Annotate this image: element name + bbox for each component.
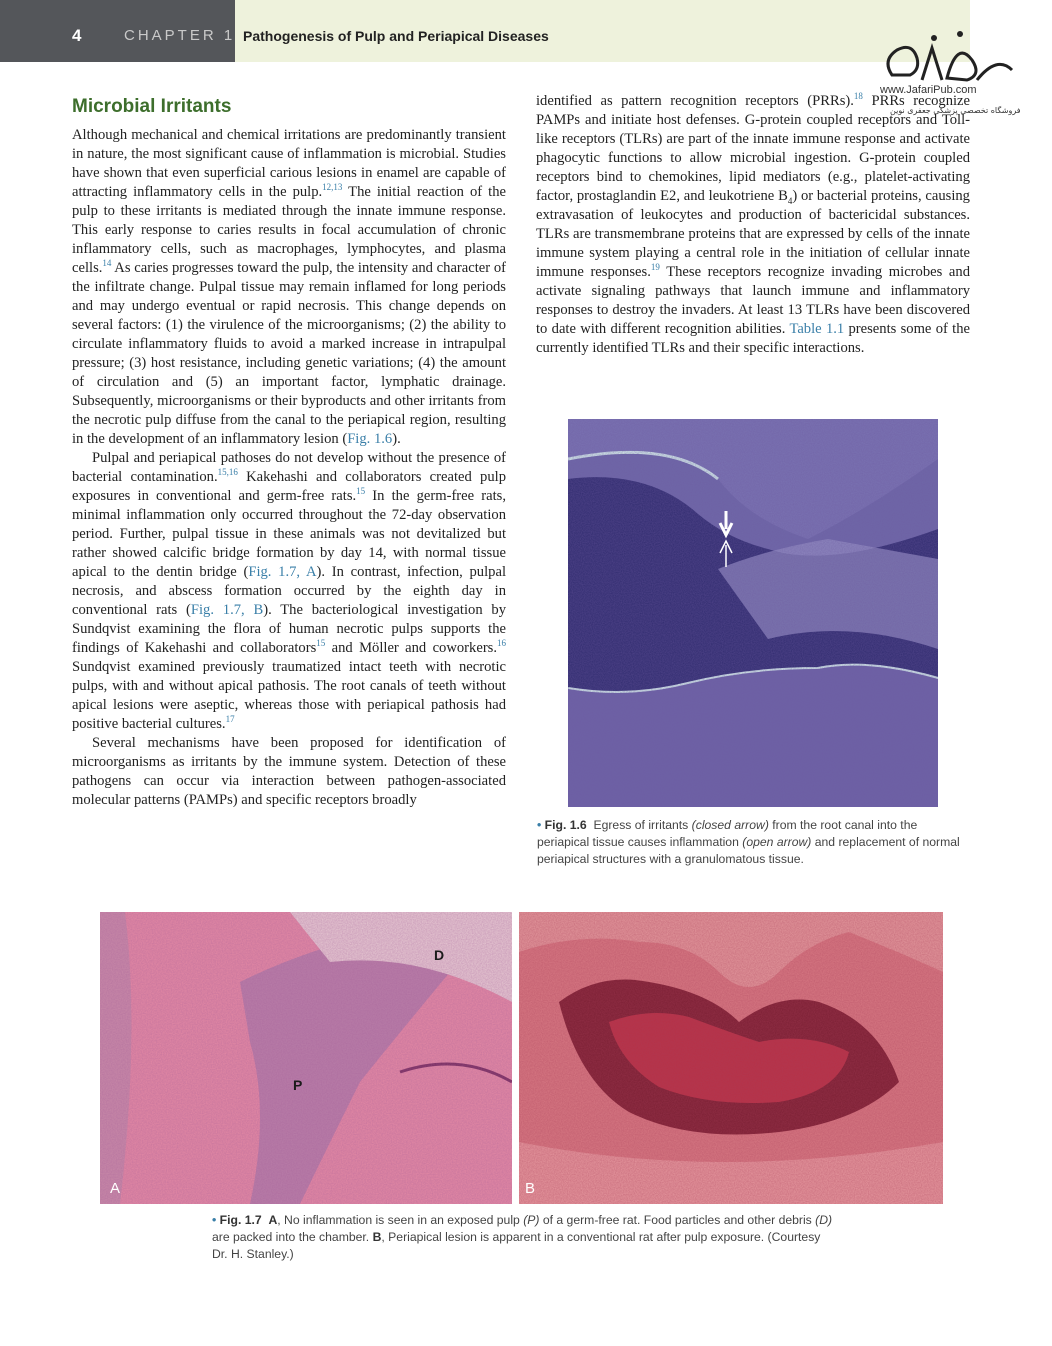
panel-label-b: B — [525, 1180, 536, 1197]
panel-label-a: A — [110, 1180, 121, 1197]
page-number: 4 — [72, 26, 82, 45]
chapter-label: CHAPTER 1 — [124, 27, 236, 44]
fig-1-7a-label-d: D — [434, 947, 445, 963]
fig-1-7b-link[interactable]: Fig. 1.7, B — [190, 602, 264, 618]
table-1-1-link[interactable]: Table 1.1 — [789, 321, 845, 337]
paragraph-3: Several mechanisms have been proposed for identification of microorganisms as irritants by the immune system. Detection of these pathogens can occur via interaction between pathogen-associated molecular patterns (PAMPs) and specific receptors broadly — [72, 735, 506, 808]
fig-1-6-micrograph — [568, 419, 938, 807]
watermark-url: www.JafariPub.com — [880, 84, 977, 96]
paragraph-1: Although mechanical and chemical irritations are predominantly transient in nature, the most significant cause of inflammation is microbial. Studies have shown that even superficial carious lesions in enamel are capable of attracting inflammatory cells in the pulp.$^{12,13}$ The initial reaction of the pulp to these irritants is mediated through the innate immune response. This early response to caries results in focal accumulation of chronic inflammatory cells, such as macrophages, lymphocytes, and plasma cells.$^{14}$ As caries progresses toward the pulp, the intensity and character of the infiltrate change. Pulpal tissue may remain inflamed for long periods and may undergo eventual or rapid necrosis. This change depends on several factors: (1) the virulence of the microorganisms; (2) the ability to circulate inflammatory fluids to avoid a marked increase in intrapulpal pressure; (3) host resistance, including genetic variations; (4) the amount of circulation and (5) an important factor, lymphatic drainage. Subsequently, microorganisms or their byproducts and other irritants from the necrotic pulp diffuse from the canal to the periapical region, resulting in the development of an inflammatory lesion (Fig. 1.6). — [72, 127, 506, 447]
fig-1-7-caption: • Fig. 1.7 A, No inflammation is seen in an exposed pulp (P) of a germ-free rat. Food particles and other debris (D) are packed into the chamber. B, Periapical lesion is apparent in a conventional rat after pulp exposure. (Courtesy Dr. H. Stanley.) — [212, 1213, 833, 1261]
fig-1-7a-label-p: P — [293, 1077, 303, 1093]
fig-1-7a-link[interactable]: Fig. 1.7, A — [248, 564, 317, 580]
chapter-title: Pathogenesis of Pulp and Periapical Diseases — [243, 28, 549, 44]
fig-1-7b-micrograph — [519, 912, 943, 1204]
right-column — [536, 92, 970, 358]
paragraph-2: Pulpal and periapical pathoses do not develop without the presence of bacterial contamination.$^{15,16}$ Kakehashi and collaborators created pulp exposures in conventional and germ-free rats.$^{15}$ In the germ-free rats, minimal inflammation only occurred throughout the 72-day observation period. Further, pulpal tissue in these animals was not devitalized but rather showed calcific bridge formation by day 14, with normal tissue apical to the dentin bridge (Fig. 1.7, A). In contrast, infection, pulpal necrosis, and abscess formation occurred by the eighth day in conventional rats (Fig. 1.7, B). The bacteriological investigation by Sundqvist examining the flora of human necrotic pulps supports the findings of Kakehashi and collaborators$^{15}$ and Möller and coworkers.$^{16}$ Sundqvist examined previously traumatized intact teeth with necrotic pulps, with and without apical pathosis. The root canals of teeth without apical lesions were aseptic, whereas those with periapical pathosis had positive bacterial cultures.$^{17}$ — [72, 450, 507, 732]
watermark-persian: فروشگاه تخصصی پزشکی جعفری نوین — [890, 106, 1021, 115]
section-heading: Microbial Irritants — [72, 96, 232, 117]
fig-1-7a-micrograph — [100, 912, 512, 1204]
left-column — [72, 96, 506, 810]
fig-1-6-caption: • Fig. 1.6 Egress of irritants (closed arrow) from the root canal into the periapical tissue causes inflammation (open arrow) and replacement of normal periapical structures with a granulomatous tissue. — [537, 818, 960, 866]
fig-1-6-link[interactable]: Fig. 1.6 — [347, 431, 393, 447]
paragraph-4: identified as pattern recognition receptors (PRRs).$^{18}$ PRRs recognize PAMPs and initiate host defenses. G-protein coupled receptors and Toll-like receptors (TLRs) are part of the innate immune response and activate phagocytic functions to allow microbial ingestion. G-protein coupled receptors bind to chemokines, lipid mediators (e.g., platelet-activating factor, prostaglandin E2, and leukotriene $B_4$) or bacterial proteins, causing extravasation of leukocytes and production of bactericidal substances. TLRs are transmembrane proteins that are expressed by cells of the innate immune system playing a central role in the initiation of cellular innate immune responses.$^{19}$ These receptors recognize invading microbes and activate signaling pathways that launch immune and inflammatory responses to destroy the invaders. At least 13 TLRs have been discovered to date with different recognition abilities. Table 1.1 presents some of the currently identified TLRs and their specific interactions. — [536, 91, 970, 356]
